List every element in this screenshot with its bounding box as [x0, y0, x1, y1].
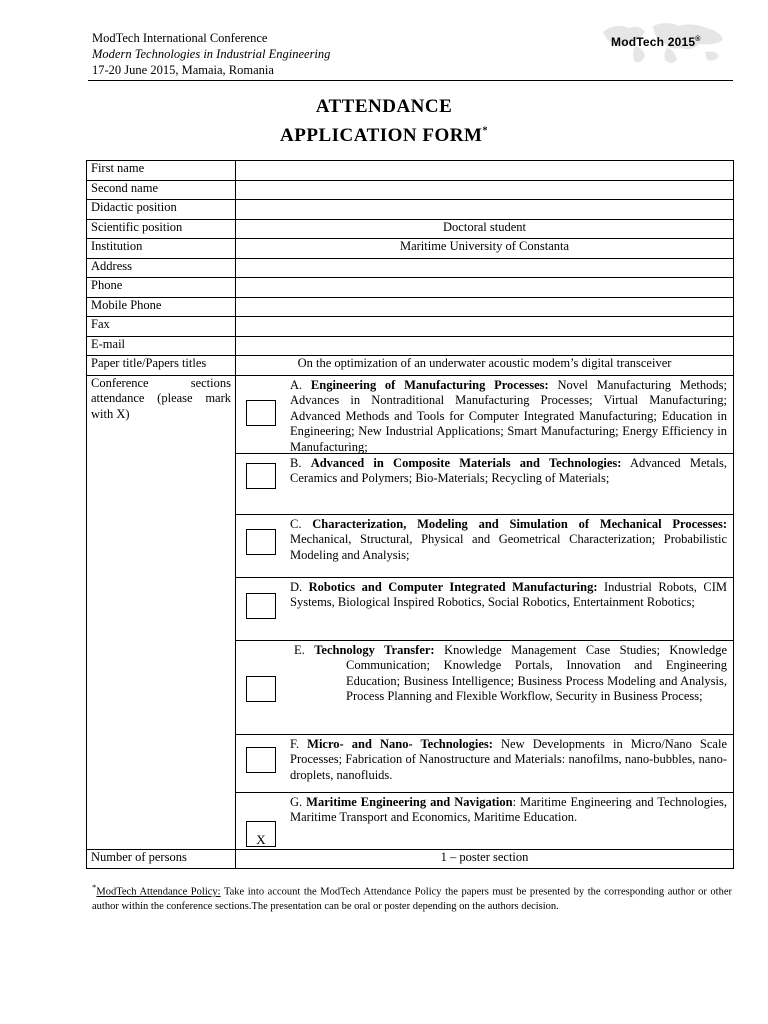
field-label: Didactic position: [87, 200, 236, 220]
field-label: Paper title/Papers titles: [87, 356, 236, 376]
field-value[interactable]: [236, 278, 734, 298]
section-option: [236, 376, 733, 454]
field-value[interactable]: On the optimization of an underwater acoustic modem’s digital transceiver: [236, 356, 734, 376]
attendance-form-table: [86, 160, 734, 869]
section-text: G. Maritime Engineering and Navigation: Maritime Engineering and Technologies, Maritime Transport and Economics, Maritime Education.: [290, 794, 728, 824]
logo-text: ModTech 2015®: [611, 35, 701, 49]
field-label: Fax: [87, 317, 236, 337]
form-row: [87, 336, 734, 356]
section-option: [236, 454, 733, 515]
form-row: [87, 239, 734, 259]
field-value[interactable]: [236, 297, 734, 317]
section-title: Engineering of Manufacturing Processes:: [310, 377, 549, 392]
field-label: E-mail: [87, 336, 236, 356]
field-value[interactable]: [236, 161, 734, 181]
section-text: D. Robotics and Computer Integrated Manufacturing: Industrial Robots, CIM Systems, Biological Inspired Robotics, Social Robotics, Entertainment Robotics;: [290, 579, 728, 609]
field-label: Address: [87, 258, 236, 278]
persons-row: [87, 849, 734, 869]
section-description: Advanced Metals, Ceramics and Polymers; Bio-Materials; Recycling of Materials;: [290, 455, 728, 485]
footnote: *ModTech Attendance Policy: Take into account the ModTech Attendance Policy the papers must be presented by the corresponding author or other author within the conference sections.The presentation can be oral or poster depending on the authors decision.: [92, 882, 733, 912]
section-checkbox[interactable]: [246, 593, 276, 619]
sections-list: [236, 375, 734, 849]
field-value[interactable]: [236, 336, 734, 356]
field-value[interactable]: Doctoral student: [236, 219, 734, 239]
section-title: Robotics and Computer Integrated Manufacturing:: [308, 579, 598, 594]
form-row: [87, 297, 734, 317]
section-text: F. Micro- and Nano- Technologies: New Developments in Micro/Nano Scale Processes; Fabrication of Nanostructure and Materials: nanofilms, nano-bubbles, nano-droplets, nanofluids.: [290, 736, 728, 782]
field-value[interactable]: [236, 258, 734, 278]
header-divider: [88, 80, 733, 81]
section-option: [236, 578, 733, 641]
section-description: Knowledge Management Case Studies; Knowledge Communication; Knowledge Portals, Innovation and Engineering Education; Business Intelligence; Business Process Modeling and Analysis, Process Planning and Flexible Workflow, Security in Business Process;: [346, 642, 728, 703]
conference-subtitle: Modern Technologies in Industrial Engineering: [92, 47, 331, 61]
section-option: [236, 515, 733, 578]
section-description: Mechanical, Structural, Physical and Geometrical Characterization; Probabilistic Modeling and Analysis;: [290, 532, 727, 562]
section-checkbox[interactable]: [246, 747, 276, 773]
modtech-logo: [575, 18, 735, 72]
policy-link: ModTech Attendance Policy:: [96, 886, 221, 898]
conference-name: ModTech International Conference: [92, 31, 268, 45]
section-title: Technology Transfer:: [314, 642, 435, 657]
section-description: New Developments in Micro/Nano Scale Processes; Fabrication of Nanostructure and Materials: nanofilms, nano-bubbles, nano-droplets, nanofluids.: [290, 736, 728, 782]
form-row: [87, 278, 734, 298]
conference-header: [92, 30, 330, 78]
form-row: [87, 180, 734, 200]
section-option: [236, 641, 733, 735]
field-value[interactable]: [236, 180, 734, 200]
section-description: : Maritime Engineering and Technologies, Maritime Transport and Economics, Maritime Education.: [290, 794, 728, 824]
form-row: [87, 258, 734, 278]
section-option: [236, 735, 733, 793]
field-value[interactable]: [236, 317, 734, 337]
field-label: Scientific position: [87, 219, 236, 239]
sections-row: [87, 375, 734, 849]
field-label: Phone: [87, 278, 236, 298]
section-title: Characterization, Modeling and Simulation of Mechanical Processes:: [312, 516, 727, 531]
field-value[interactable]: [236, 200, 734, 220]
section-option: [236, 793, 733, 849]
section-description: Industrial Robots, CIM Systems, Biological Inspired Robotics, Social Robotics, Entertainment Robotics;: [290, 579, 728, 609]
field-label: First name: [87, 161, 236, 181]
section-title: Maritime Engineering and Navigation: [306, 794, 513, 809]
section-text: A. Engineering of Manufacturing Processes: Novel Manufacturing Methods; Advances in Nontraditional Manufacturing Processes; Virtual Manufacturing; Advanced Methods and Tools for Computer Integrated Manufacturing; Education in Engineering; New Industrial Applications; Smart Manufacturing; Energy Efficiency in Manufacturing;: [290, 377, 727, 454]
form-row: [87, 317, 734, 337]
form-row: [87, 200, 734, 220]
section-checkbox[interactable]: [246, 463, 276, 489]
form-row: [87, 356, 734, 376]
section-checkbox[interactable]: [246, 676, 276, 702]
field-label: Mobile Phone: [87, 297, 236, 317]
section-text: C. Characterization, Modeling and Simulation of Mechanical Processes: Mechanical, Structural, Physical and Geometrical Characterization; Probabilistic Modeling and Analysis;: [290, 516, 727, 562]
section-text: E. Technology Transfer: Knowledge Management Case Studies; Knowledge Communication; Knowledge Portals, Innovation and Engineering Education; Business Intelligence; Business Process Modeling and Analysis, Process Planning and Flexible Workflow, Security in Business Process;: [294, 642, 728, 703]
section-description: Novel Manufacturing Methods; Advances in Nontraditional Manufacturing Processes; Virtual Manufacturing; Advanced Methods and Tools for Computer Integrated Manufacturing; Education in Engineering; New Industrial Applications; Smart Manufacturing; Energy Efficiency in Manufacturing;: [290, 377, 727, 454]
section-checkbox[interactable]: X: [246, 821, 276, 847]
section-text: B. Advanced in Composite Materials and Technologies: Advanced Metals, Ceramics and Polymers; Bio-Materials; Recycling of Materials;: [290, 455, 728, 485]
persons-label: Number of persons: [87, 849, 236, 869]
conference-dates: 17-20 June 2015, Mamaia, Romania: [92, 63, 274, 77]
form-row: [87, 219, 734, 239]
field-label: Second name: [87, 180, 236, 200]
section-title: Micro- and Nano- Technologies:: [307, 736, 493, 751]
persons-value[interactable]: 1 – poster section: [236, 849, 734, 869]
sections-label: Conference sections attendance (please mark with X): [87, 375, 236, 849]
field-label: Institution: [87, 239, 236, 259]
section-checkbox[interactable]: [246, 400, 276, 426]
form-row: [87, 161, 734, 181]
form-title-line2: APPLICATION FORM*: [280, 125, 488, 146]
section-title: Advanced in Composite Materials and Technologies:: [310, 455, 622, 470]
form-title-line1: ATTENDANCE: [315, 96, 453, 117]
field-value[interactable]: Maritime University of Constanta: [236, 239, 734, 259]
section-checkbox[interactable]: [246, 529, 276, 555]
